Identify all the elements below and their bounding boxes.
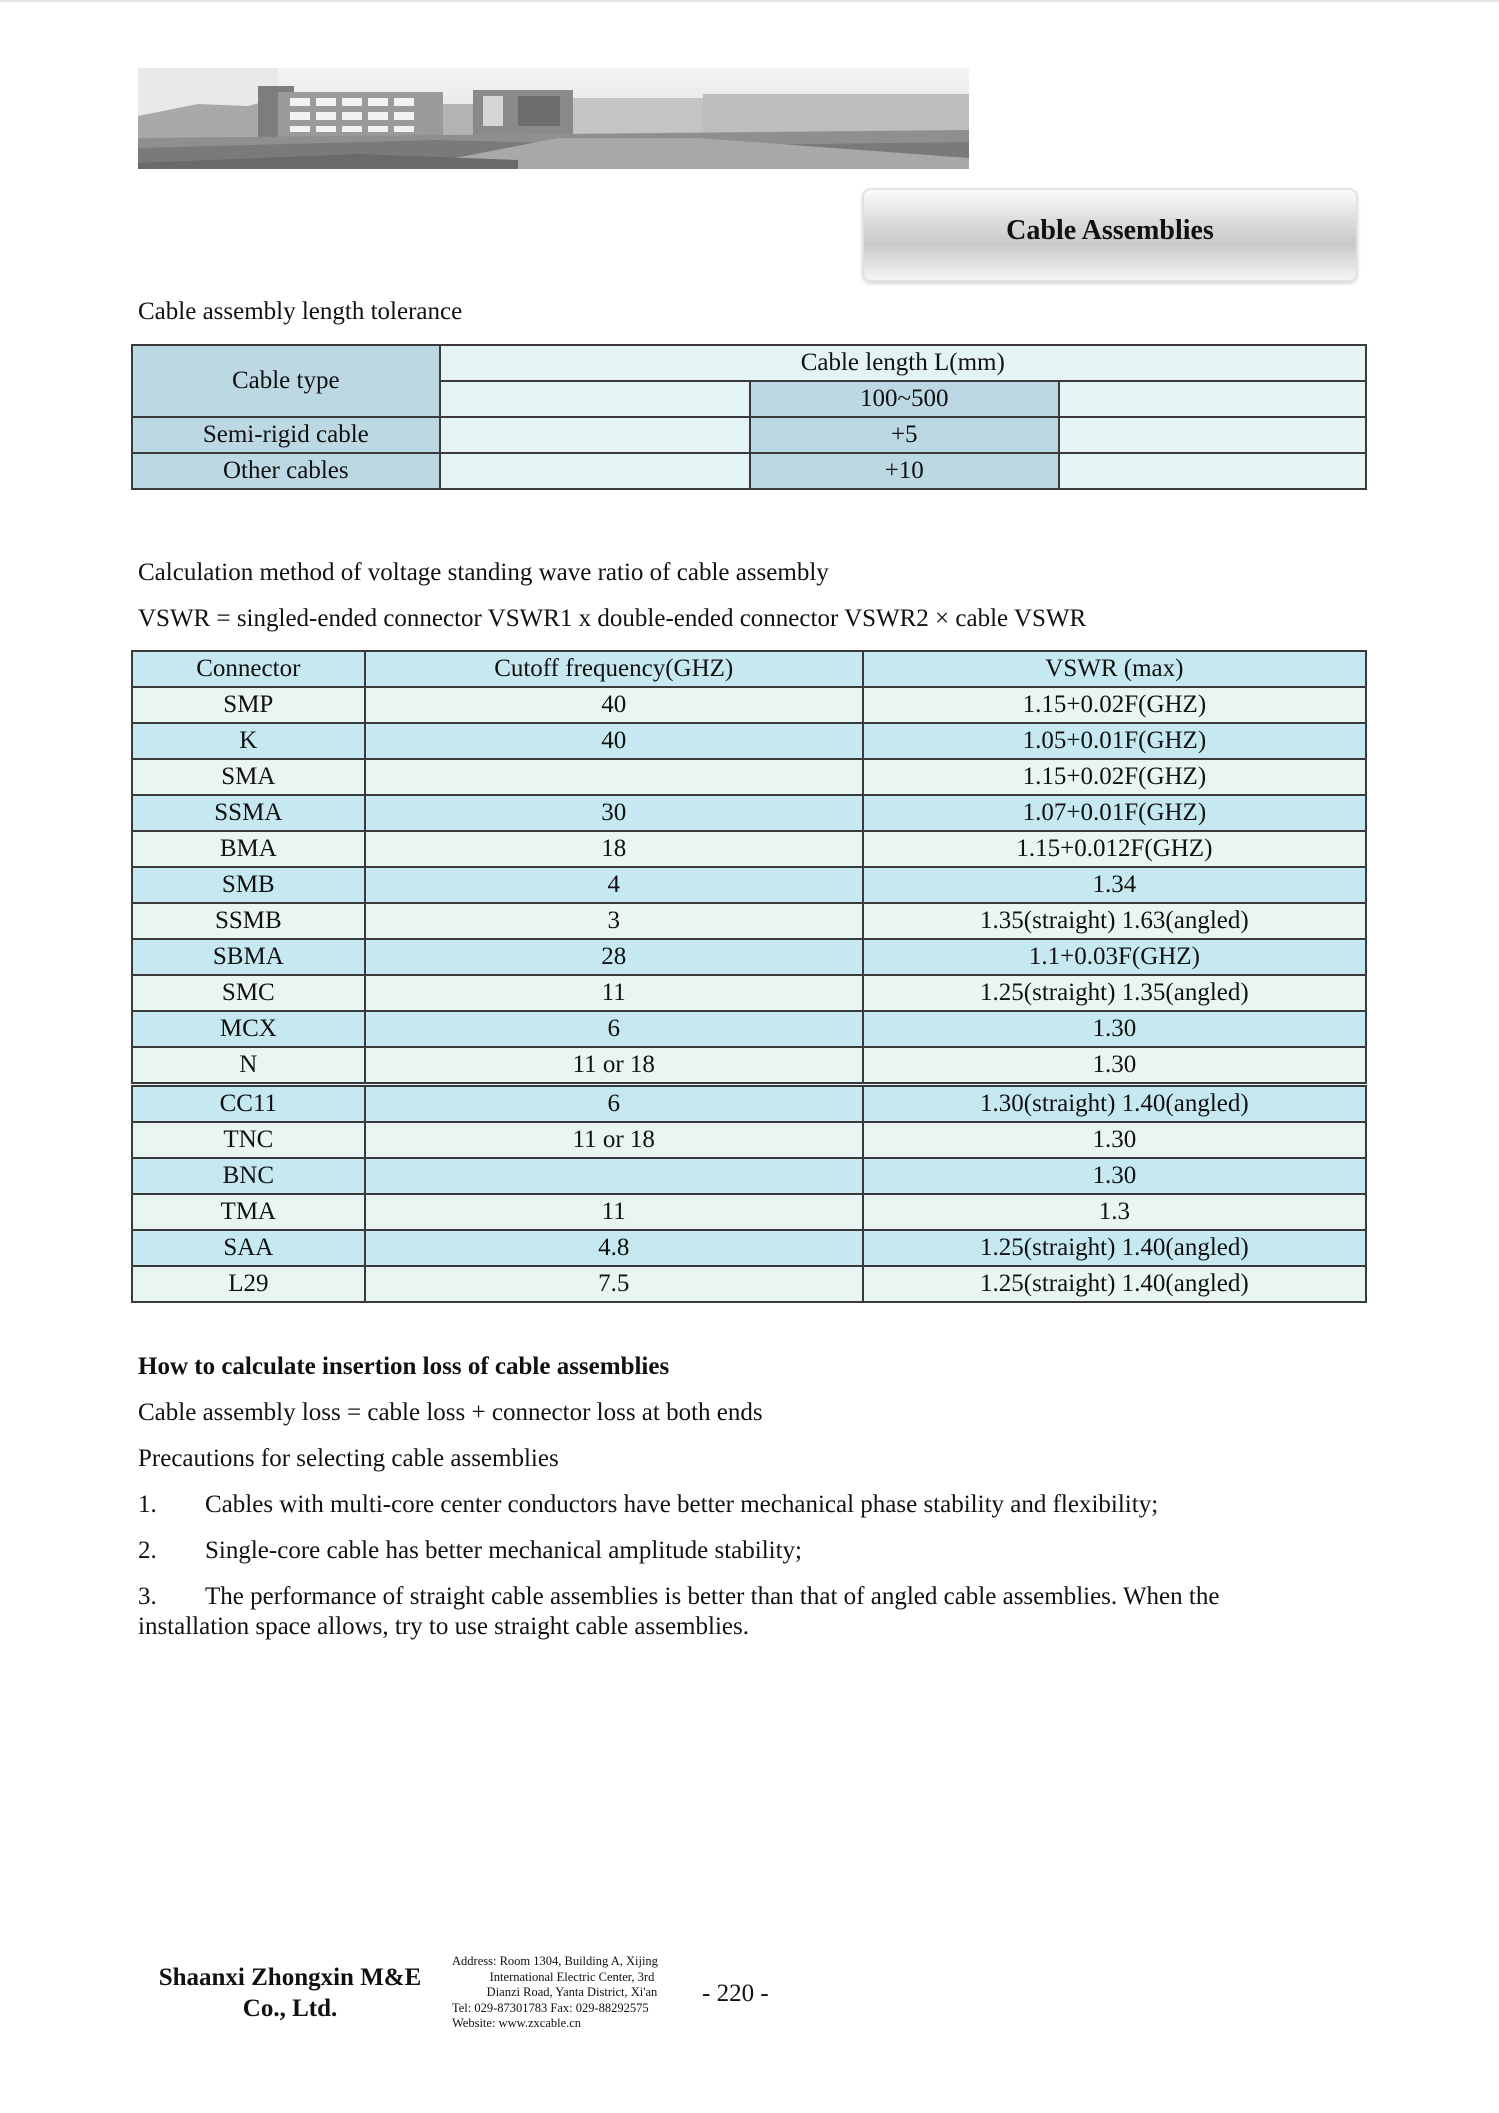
cutoff-frequency-cell: 11 or 18 bbox=[365, 1122, 863, 1158]
connector-cell: MCX bbox=[132, 1011, 365, 1047]
cutoff-frequency-cell bbox=[365, 1158, 863, 1194]
vswr-max-cell: 1.15+0.02F(GHZ) bbox=[863, 687, 1366, 723]
header-cable-length: Cable length L(mm) bbox=[440, 345, 1366, 381]
vswr-max-cell: 1.15+0.012F(GHZ) bbox=[863, 831, 1366, 867]
table-row bbox=[132, 1047, 1366, 1085]
vswr-max-cell: 1.3 bbox=[863, 1194, 1366, 1230]
tolerance-value-cell: +10 bbox=[750, 453, 1059, 489]
vswr-max-cell: 1.30 bbox=[863, 1047, 1366, 1085]
table-row bbox=[132, 831, 1366, 867]
table-row bbox=[132, 975, 1366, 1011]
insertion-loss-heading: How to calculate insertion loss of cable assemblies bbox=[138, 1353, 670, 1380]
table-row bbox=[132, 1122, 1366, 1158]
cutoff-frequency-cell: 3 bbox=[365, 903, 863, 939]
vswr-max-cell: 1.34 bbox=[863, 867, 1366, 903]
list-item: Single-core cable has better mechanical amplitude stability; bbox=[205, 1537, 802, 1564]
cutoff-frequency-cell: 40 bbox=[365, 723, 863, 759]
list-item-number: 3. bbox=[138, 1583, 157, 1610]
connector-cell: SMB bbox=[132, 867, 365, 903]
connector-cell: CC11 bbox=[132, 1085, 365, 1123]
table-row bbox=[132, 867, 1366, 903]
connector-cell: N bbox=[132, 1047, 365, 1085]
cutoff-frequency-cell: 30 bbox=[365, 795, 863, 831]
table-row bbox=[132, 417, 1366, 453]
table-row bbox=[132, 1085, 1366, 1123]
connector-cell: TMA bbox=[132, 1194, 365, 1230]
table-row bbox=[132, 1230, 1366, 1266]
cutoff-frequency-cell: 4.8 bbox=[365, 1230, 863, 1266]
vswr-max-cell: 1.05+0.01F(GHZ) bbox=[863, 723, 1366, 759]
connector-cell: SMA bbox=[132, 759, 365, 795]
table-row bbox=[132, 1194, 1366, 1230]
header-banner-image bbox=[138, 68, 969, 169]
column-header: VSWR (max) bbox=[863, 651, 1366, 687]
address-line-2: International Electric Center, 3rd bbox=[489, 1969, 655, 1984]
vswr-max-cell: 1.35(straight) 1.63(angled) bbox=[863, 903, 1366, 939]
table-cell bbox=[440, 417, 750, 453]
vswr-max-cell: 1.25(straight) 1.40(angled) bbox=[863, 1230, 1366, 1266]
page-top-border bbox=[0, 0, 1499, 2]
connector-cell: L29 bbox=[132, 1266, 365, 1302]
tolerance-value-cell: +5 bbox=[750, 417, 1059, 453]
connector-cell: SSMA bbox=[132, 795, 365, 831]
vswr-max-cell: 1.30 bbox=[863, 1158, 1366, 1194]
list-item: Cables with multi-core center conductors have better mechanical phase stability and flexibility; bbox=[205, 1491, 1159, 1518]
table-row bbox=[132, 939, 1366, 975]
table-cell bbox=[1059, 453, 1366, 489]
vswr-max-cell: 1.30 bbox=[863, 1122, 1366, 1158]
address-line-3: Dianzi Road, Yanta District, Xi'an bbox=[486, 1985, 658, 1999]
cutoff-frequency-cell bbox=[365, 759, 863, 795]
list-item-number: 1. bbox=[138, 1491, 157, 1518]
cutoff-frequency-cell: 11 bbox=[365, 975, 863, 1011]
vswr-max-cell: 1.15+0.02F(GHZ) bbox=[863, 759, 1366, 795]
table-row bbox=[132, 345, 1366, 381]
vswr-table bbox=[131, 650, 1367, 1303]
connector-cell: SAA bbox=[132, 1230, 365, 1266]
cutoff-frequency-cell: 18 bbox=[365, 831, 863, 867]
tolerance-heading: Cable assembly length tolerance bbox=[138, 298, 463, 325]
length-tolerance-table bbox=[131, 344, 1367, 490]
cable-type-cell: Other cables bbox=[132, 453, 440, 489]
vswr-max-cell: 1.07+0.01F(GHZ) bbox=[863, 795, 1366, 831]
vswr-max-cell: 1.1+0.03F(GHZ) bbox=[863, 939, 1366, 975]
connector-cell: SMP bbox=[132, 687, 365, 723]
connector-cell: BNC bbox=[132, 1158, 365, 1194]
header-length-range: 100~500 bbox=[750, 381, 1059, 417]
table-row bbox=[132, 795, 1366, 831]
connector-cell: TNC bbox=[132, 1122, 365, 1158]
list-item: The performance of straight cable assemblies is better than that of angled cable assemblies. When the bbox=[205, 1583, 1220, 1610]
vswr-max-cell: 1.30(straight) 1.40(angled) bbox=[863, 1085, 1366, 1123]
list-item-continuation: installation space allows, try to use straight cable assemblies. bbox=[138, 1613, 749, 1640]
table-row bbox=[132, 759, 1366, 795]
connector-cell: SSMB bbox=[132, 903, 365, 939]
column-header: Connector bbox=[132, 651, 365, 687]
connector-cell: K bbox=[132, 723, 365, 759]
table-cell bbox=[440, 453, 750, 489]
company-line-2: Co., Ltd. bbox=[242, 1995, 338, 2022]
precautions-heading: Precautions for selecting cable assemblies bbox=[138, 1445, 559, 1472]
table-row bbox=[132, 1158, 1366, 1194]
cutoff-frequency-cell: 4 bbox=[365, 867, 863, 903]
cutoff-frequency-cell: 6 bbox=[365, 1011, 863, 1047]
list-item-number: 2. bbox=[138, 1537, 157, 1564]
table-row bbox=[132, 687, 1366, 723]
cutoff-frequency-cell: 40 bbox=[365, 687, 863, 723]
footer-address-block bbox=[452, 1954, 692, 2032]
table-row bbox=[132, 723, 1366, 759]
section-title: Cable Assemblies bbox=[1006, 215, 1214, 246]
table-cell bbox=[1059, 417, 1366, 453]
phone-fax: Tel: 029-87301783 Fax: 029-88292575 bbox=[452, 2000, 649, 2015]
table-cell bbox=[440, 381, 750, 417]
connector-cell: SMC bbox=[132, 975, 365, 1011]
connector-cell: BMA bbox=[132, 831, 365, 867]
vswr-max-cell: 1.30 bbox=[863, 1011, 1366, 1047]
table-row bbox=[132, 453, 1366, 489]
table-cell bbox=[1059, 381, 1366, 417]
page-number: - 220 - bbox=[702, 1980, 769, 2007]
vswr-max-cell: 1.25(straight) 1.35(angled) bbox=[863, 975, 1366, 1011]
footer-company-name bbox=[130, 1962, 450, 2024]
vswr-heading: Calculation method of voltage standing wave ratio of cable assembly bbox=[138, 559, 829, 586]
table-row bbox=[132, 1011, 1366, 1047]
company-line-1: Shaanxi Zhongxin M&E bbox=[158, 1964, 422, 1991]
table-row bbox=[132, 903, 1366, 939]
cutoff-frequency-cell: 28 bbox=[365, 939, 863, 975]
cutoff-frequency-cell: 11 or 18 bbox=[365, 1047, 863, 1085]
header-cable-type: Cable type bbox=[132, 345, 440, 417]
vswr-max-cell: 1.25(straight) 1.40(angled) bbox=[863, 1266, 1366, 1302]
table-header-row bbox=[132, 651, 1366, 687]
website: Website: www.zxcable.cn bbox=[452, 2016, 582, 2030]
insertion-loss-formula: Cable assembly loss = cable loss + connector loss at both ends bbox=[138, 1399, 763, 1426]
connector-cell: SBMA bbox=[132, 939, 365, 975]
vswr-formula: VSWR = singled-ended connector VSWR1 x double-ended connector VSWR2 × cable VSWR bbox=[138, 605, 1087, 632]
column-header: Cutoff frequency(GHZ) bbox=[365, 651, 863, 687]
cutoff-frequency-cell: 7.5 bbox=[365, 1266, 863, 1302]
address-line-1: Address: Room 1304, Building A, Xijing bbox=[452, 1954, 658, 1968]
cutoff-frequency-cell: 6 bbox=[365, 1085, 863, 1123]
section-title-badge bbox=[862, 188, 1358, 282]
cable-type-cell: Semi-rigid cable bbox=[132, 417, 440, 453]
table-row bbox=[132, 1266, 1366, 1302]
cutoff-frequency-cell: 11 bbox=[365, 1194, 863, 1230]
